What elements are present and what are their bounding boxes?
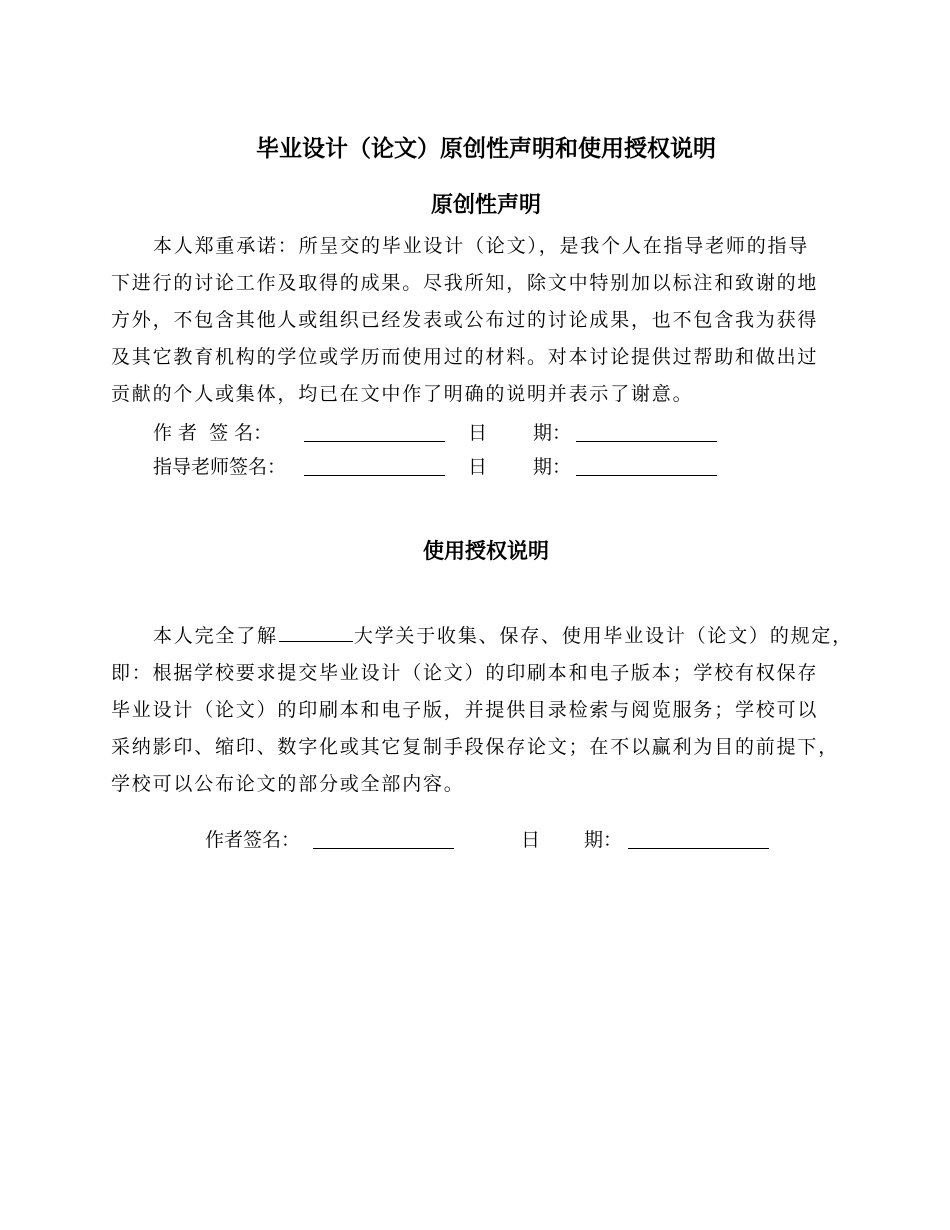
advisor-signature-blank[interactable] bbox=[304, 475, 445, 476]
originality-paragraph bbox=[111, 228, 871, 413]
author-date-blank[interactable] bbox=[576, 441, 717, 442]
line-prefix: 本人完全了解 bbox=[153, 625, 278, 647]
authorization-signature-row bbox=[0, 825, 950, 855]
author-sign-label: 作者签名： bbox=[205, 829, 301, 851]
authorization-paragraph bbox=[111, 618, 871, 803]
date-label-char: 期： bbox=[533, 456, 572, 478]
paragraph-line: 方外，不包含其他人或组织已经发表或公布过的讨论成果，也不包含我为获得 bbox=[111, 309, 819, 331]
paragraph-line: 学校可以公布论文的部分或全部内容。 bbox=[111, 773, 465, 795]
paragraph-line bbox=[111, 618, 871, 655]
authorization-date-blank[interactable] bbox=[628, 848, 769, 849]
paragraph-line: 采纳影印、缩印、数字化或其它复制手段保存论文；在不以赢利为目的前提下， bbox=[111, 736, 840, 758]
authorization-section-title: 使用授权说明 bbox=[423, 539, 549, 563]
paragraph-line: 毕业设计（论文）的印刷本和电子版，并提供目录检索与阅览服务；学校可以 bbox=[111, 699, 819, 721]
line-suffix: 大学关于收集、保存、使用毕业设计（论文）的规定， bbox=[353, 625, 854, 647]
page-title: 毕业设计（论文）原创性声明和使用授权说明 bbox=[256, 136, 716, 162]
date-label-char: 日 bbox=[468, 456, 488, 478]
date-label-char: 期： bbox=[533, 422, 572, 444]
paragraph-line: 贡献的个人或集体，均已在文中作了明确的说明并表示了谢意。 bbox=[111, 383, 694, 405]
date-label-char: 日 bbox=[468, 422, 488, 444]
paragraph-line: 及其它教育机构的学位或学历而使用过的材料。对本讨论提供过帮助和做出过 bbox=[111, 346, 819, 368]
paragraph-line: 本人郑重承诺：所呈交的毕业设计（论文），是我个人在指导老师的指导 bbox=[153, 235, 810, 257]
authorization-signature-blank[interactable] bbox=[313, 848, 454, 849]
paragraph-line: 下进行的讨论工作及取得的成果。尽我所知，除文中特别加以标注和致谢的地 bbox=[111, 272, 819, 294]
author-signature-row bbox=[0, 418, 950, 448]
date-label-char: 期： bbox=[584, 829, 623, 851]
paragraph-line: 即：根据学校要求提交毕业设计（论文）的印刷本和电子版本；学校有权保存 bbox=[111, 662, 819, 684]
advisor-date-blank[interactable] bbox=[576, 475, 717, 476]
originality-section-title: 原创性声明 bbox=[430, 193, 541, 218]
advisor-signature-row bbox=[0, 452, 950, 482]
author-signature-blank[interactable] bbox=[304, 441, 445, 442]
advisor-sign-label: 指导老师签名： bbox=[153, 456, 287, 478]
author-sign-label: 作 者 签 名： bbox=[153, 422, 273, 444]
university-name-blank[interactable] bbox=[279, 621, 353, 642]
date-label-char: 日 bbox=[521, 829, 541, 851]
